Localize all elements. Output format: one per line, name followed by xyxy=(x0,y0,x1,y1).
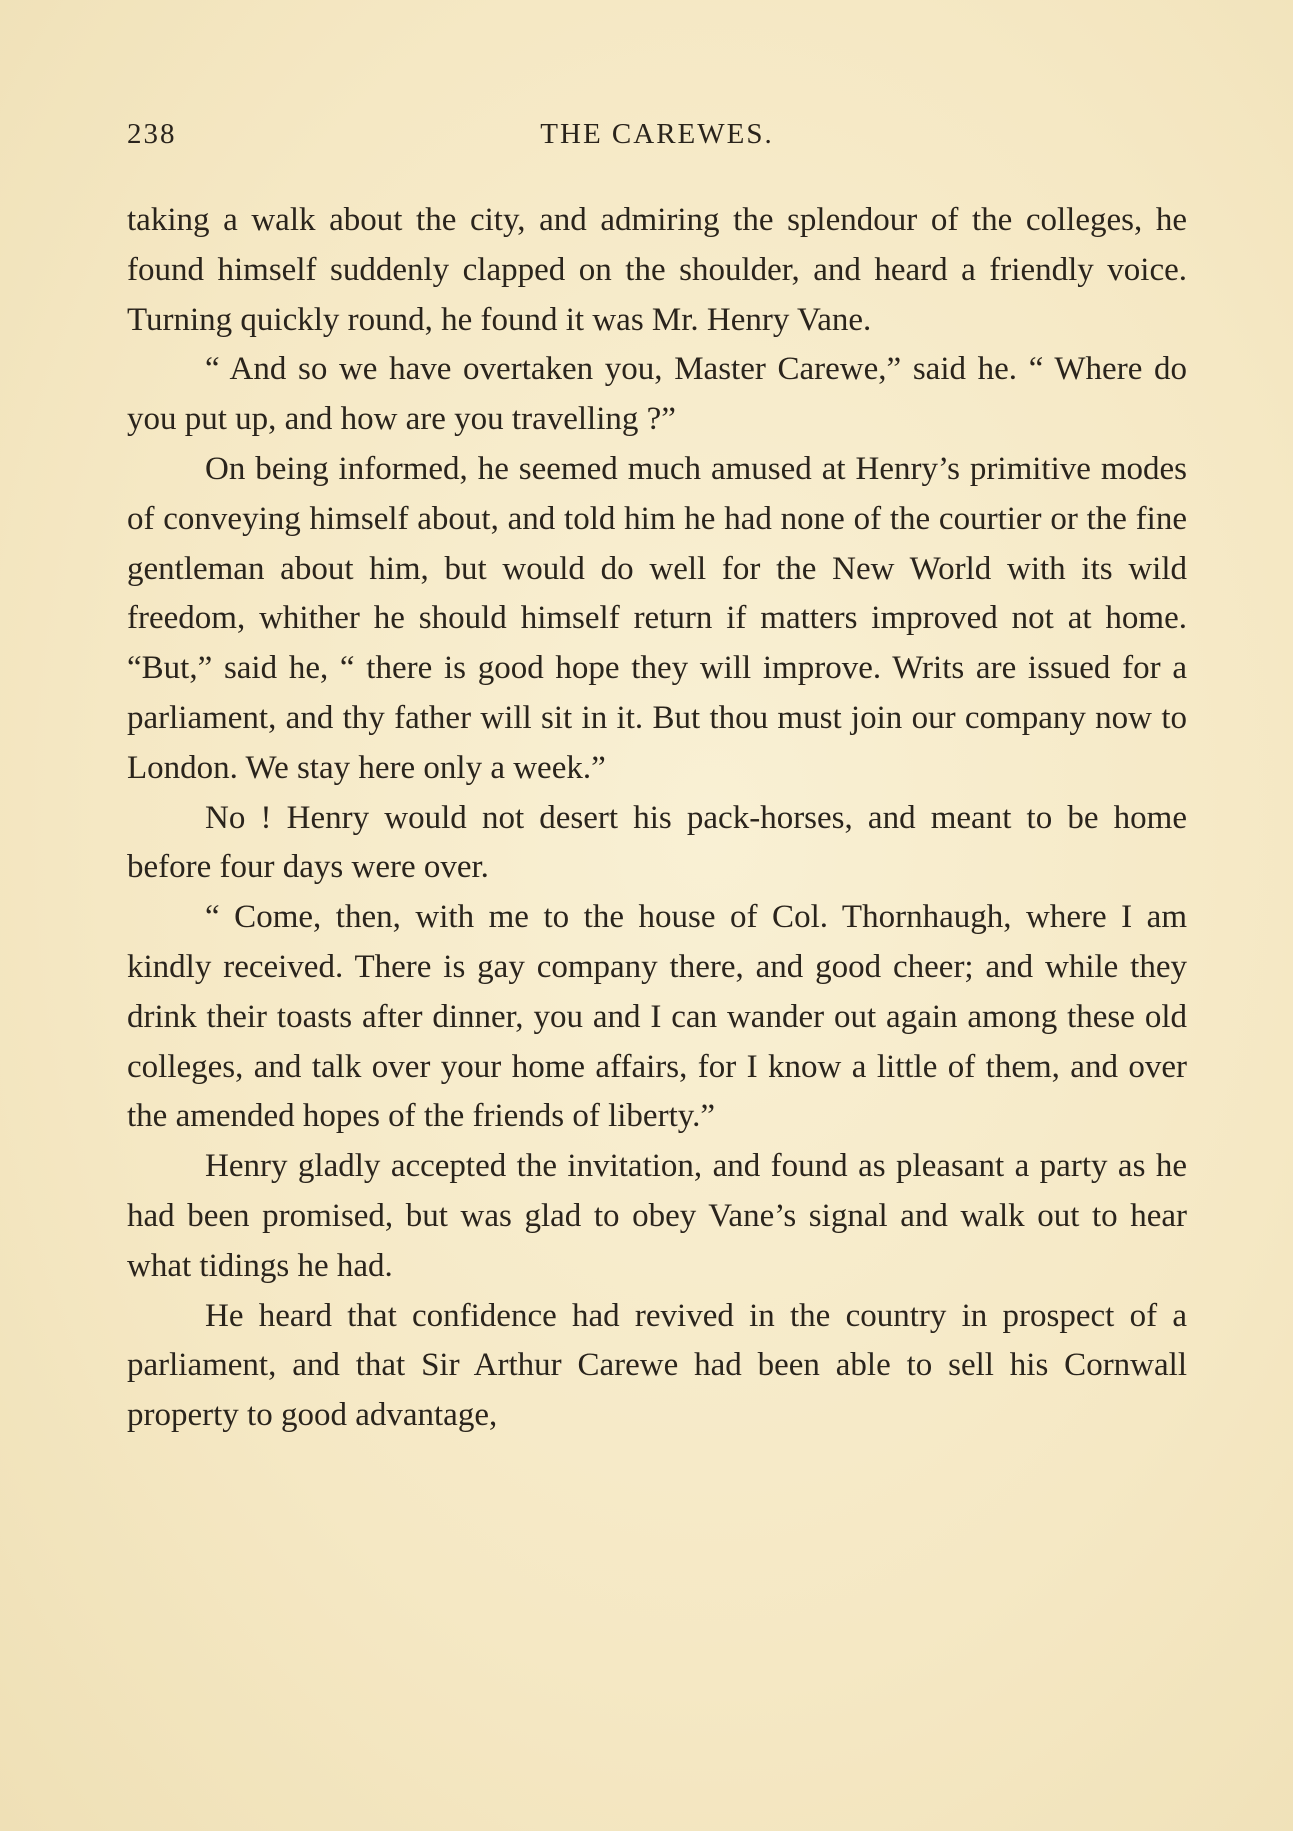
paragraph: He heard that confidence had revived in the country in prospect of a parliament, and that Sir Arthur Carewe had been able to sell his Cornwall property to good advantage, xyxy=(127,1297,1187,1434)
paragraph: No ! Henry would not desert his pack-horses, and meant to be home before four days were over. xyxy=(127,799,1187,886)
paragraph: taking a walk about the city, and admiring the splendour of the colleges, he found himself suddenly clapped on the shoulder, and heard a friendly voice. Turning quickly round, he found it was Mr. Henry Vane. xyxy=(127,202,1187,338)
running-head xyxy=(127,118,1187,158)
page-number: 238 xyxy=(127,118,177,150)
paragraph: “ And so we have overtaken you, Master Carewe,” said he. “ Where do you put up, and how are you travelling ?” xyxy=(127,351,1187,438)
paragraph: On being informed, he seemed much amused at Henry’s primitive modes of conveying himself about, and told him he had none of the courtier or the fine gentleman about him, but would do well for the New World with its wild freedom, whither he should himself return if matters improved not at home. “But,” said he, “ there is good hope they will improve. Writs are issued for a parliament, and thy father will sit in it. But thou must join our company now to London. We stay here only a week.” xyxy=(127,450,1187,786)
running-title: THE CAREWES. xyxy=(540,118,774,150)
body-text xyxy=(127,196,1187,1441)
paragraph: Henry gladly accepted the invitation, and found as pleasant a party as he had been promised, but was glad to obey Vane’s signal and walk out to hear what tidings he had. xyxy=(127,1148,1187,1284)
paragraph: “ Come, then, with me to the house of Col. Thornhaugh, where I am kindly received. There is gay company there, and good cheer; and while they drink their toasts after dinner, you and I can wander out again among these old colleges, and talk over your home affairs, for I know a little of them, and over the amended hopes of the friends of liberty.” xyxy=(127,899,1187,1135)
